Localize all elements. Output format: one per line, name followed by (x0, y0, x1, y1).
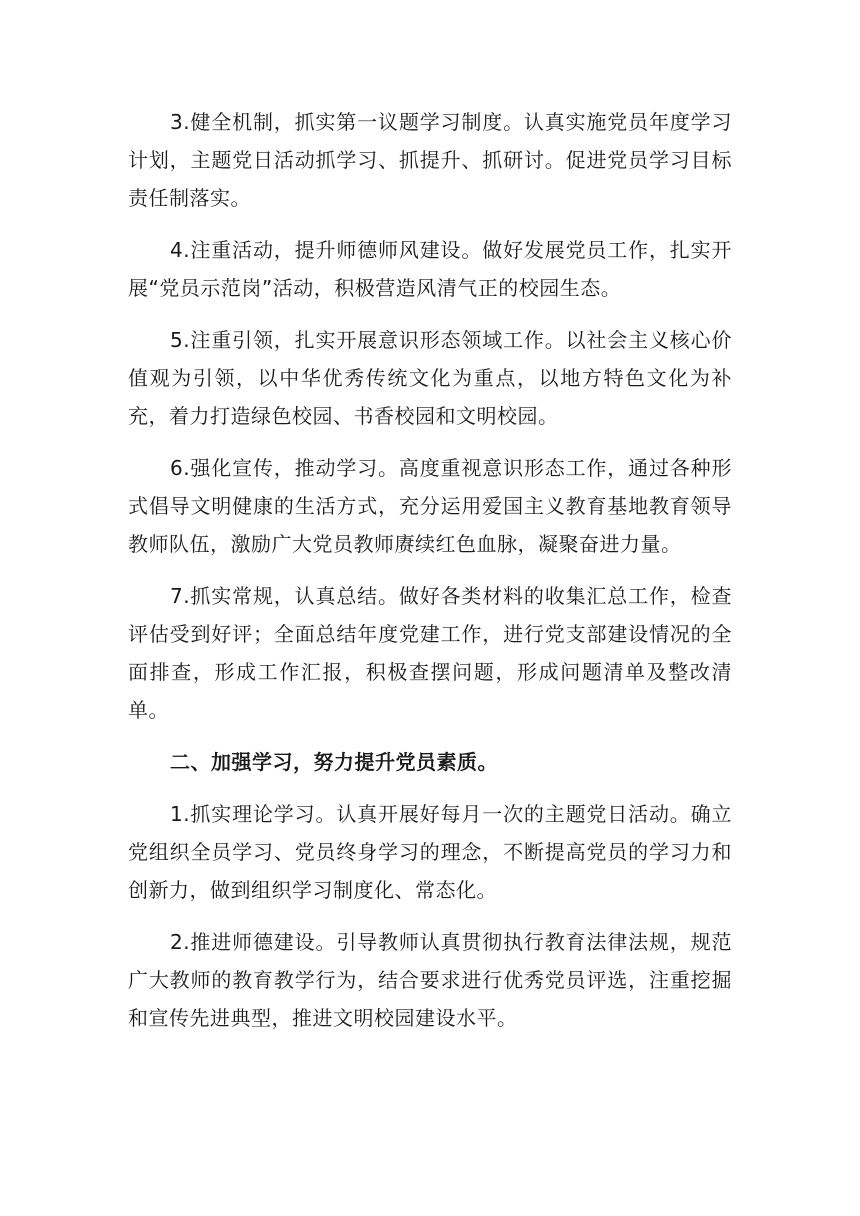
paragraph-item-5: 5.注重引领，扎实开展意识形态领域工作。以社会主义核心价值观为引领，以中华优秀传统文化为重点，以地方特色文化为补充，着力打造绿色校园、书香校园和文明校园。 (128, 328, 732, 428)
paragraph-item-2: 2.推进师德建设。引导教师认真贯彻执行教育法律法规，规范广大教师的教育教学行为，结合要求进行优秀党员评选，注重挖掘和宣传先进典型，推进文明校园建设水平。 (128, 930, 732, 1030)
paragraph-item-6: 6.强化宣传，推动学习。高度重视意识形态工作，通过各种形式倡导文明健康的生活方式，充分运用爱国主义教育基地教育领导教师队伍，激励广大党员教师赓续红色血脉，凝聚奋进力量。 (128, 456, 732, 556)
paragraph-item-7: 7.抓实常规，认真总结。做好各类材料的收集汇总工作，检查评估受到好评；全面总结年度党建工作，进行党支部建设情况的全面排查，形成工作汇报，积极查摆问题，形成问题清单及整改清单。 (128, 584, 732, 722)
document-body (128, 103, 732, 1051)
paragraph-item-1: 1.抓实理论学习。认真开展好每月一次的主题党日活动。确立党组织全员学习、党员终身学习的理念，不断提高党员的学习力和创新力，做到组织学习制度化、常态化。 (128, 802, 732, 902)
paragraph-item-3: 3.健全机制，抓实第一议题学习制度。认真实施党员年度学习计划，主题党日活动抓学习、抓提升、抓研讨。促进党员学习目标责任制落实。 (128, 110, 732, 210)
section-heading: 二、加强学习，努力提升党员素质。 (170, 750, 498, 774)
paragraph-item-4: 4.注重活动，提升师德师风建设。做好发展党员工作，扎实开展“党员示范岗”活动，积极营造风清气正的校园生态。 (128, 238, 732, 300)
